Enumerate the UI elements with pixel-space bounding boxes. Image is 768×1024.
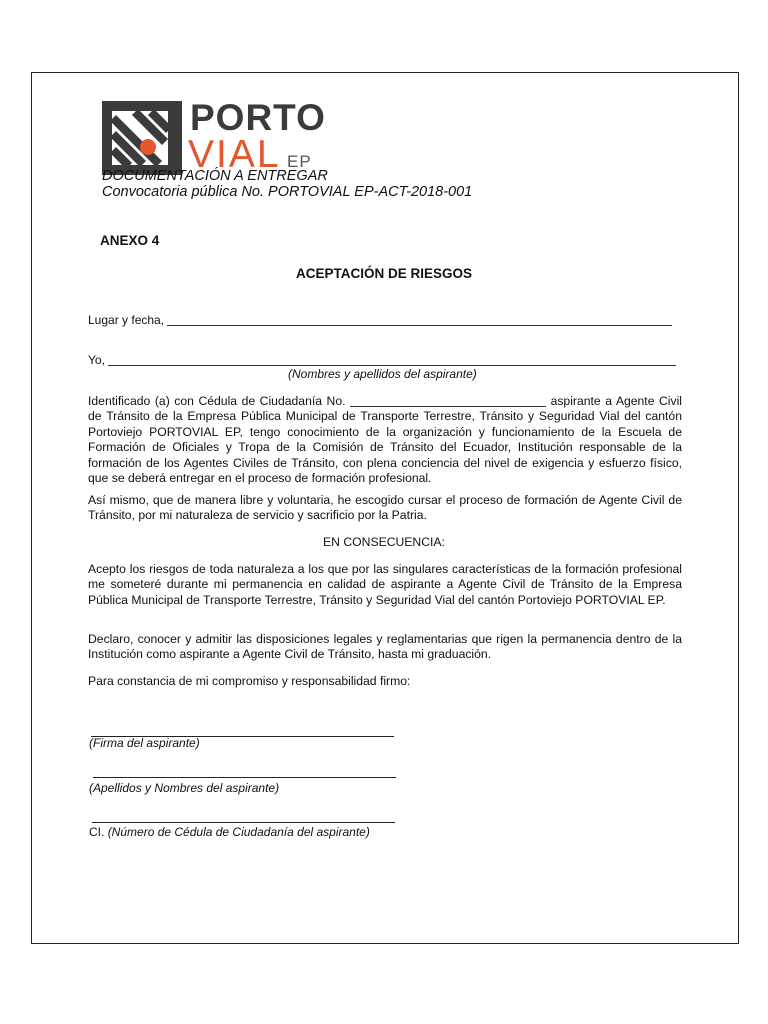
paragraph-declaration: Declaro, conocer y admitir las disposiciones legales y reglamentarias que rigen la permanencia dentro de la Institución como aspirante a Agente Civil de Tránsito, hasta mi graduación. [88, 632, 682, 662]
page-title: ACEPTACIÓN DE RIESGOS [295, 266, 473, 281]
portovial-emblem-icon [102, 101, 182, 175]
paragraph-voluntary: Así mismo, que de manera libre y voluntaria, he escogido cursar el proceso de formación de Agente Civil de Tránsito, por mi naturaleza de servicio y sacrificio por la Patria. [88, 493, 682, 523]
name-hint: (Nombres y apellidos del aspirante) [288, 367, 477, 381]
logo-wordmark-ep: EP [287, 152, 312, 171]
portovial-logo [102, 97, 352, 176]
paragraph-signature-intro: Para constancia de mi compromiso y responsabilidad firmo: [88, 674, 411, 688]
logo-wordmark-porto: PORTO [190, 97, 326, 138]
annex-heading: ANEXO 4 [100, 233, 160, 248]
place-date-row [88, 313, 672, 327]
yo-row [88, 353, 676, 367]
consecuencia-heading: EN CONSECUENCIA: [323, 535, 445, 549]
convocatoria-text: Convocatoria pública No. PORTOVIAL EP-ACT-2018-001 [102, 184, 473, 200]
full-name-line[interactable] [93, 777, 396, 778]
paragraph-identification: Identificado (a) con Cédula de Ciudadanía No. aspirante a Agente Civil de Tránsito de la Empresa Pública Municipal de Transporte Terrestre, Tránsito y Seguridad Vial del cantón Portoviejo PORTOVIAL EP, tengo conocimiento de la organización y funcionamiento de la Escuela de Formación de Oficiales y Tropa de la Comisión de Tránsito del Ecuador, Institución responsable de la formación de los Agentes Civiles de Tránsito, con plena conciencia del nivel de exigencia y esfuerzo físico, que se deberá entregar en el proceso de formación profesional. [88, 394, 683, 486]
ci-caption [89, 825, 370, 839]
signature-caption: (Firma del aspirante) [89, 736, 200, 750]
place-date-field[interactable] [167, 325, 672, 326]
ci-hint: (Número de Cédula de Ciudadanía del aspirante) [107, 825, 370, 839]
ci-line[interactable] [92, 822, 395, 823]
full-name-caption: (Apellidos y Nombres del aspirante) [89, 781, 280, 795]
place-date-label: Lugar y fecha, [88, 313, 165, 327]
cedula-field[interactable] [350, 406, 546, 407]
name-field[interactable] [108, 365, 676, 366]
ci-prefix: CI. [89, 825, 105, 839]
paragraph-risks: Acepto los riesgos de toda naturaleza a los que por las singulares características de la formación profesional me someteré durante mi permanencia en calidad de aspirante a Agente Civil de Tránsito de la Empresa Pública Municipal de Transporte Terrestre, Tránsito y Seguridad Vial del cantón Portoviejo PORTOVIAL EP. [88, 562, 682, 607]
logo-wordmark-vial: VIAL [188, 133, 281, 176]
doc-title: DOCUMENTACIÓN A ENTREGAR [102, 168, 328, 184]
yo-label: Yo, [88, 353, 105, 367]
